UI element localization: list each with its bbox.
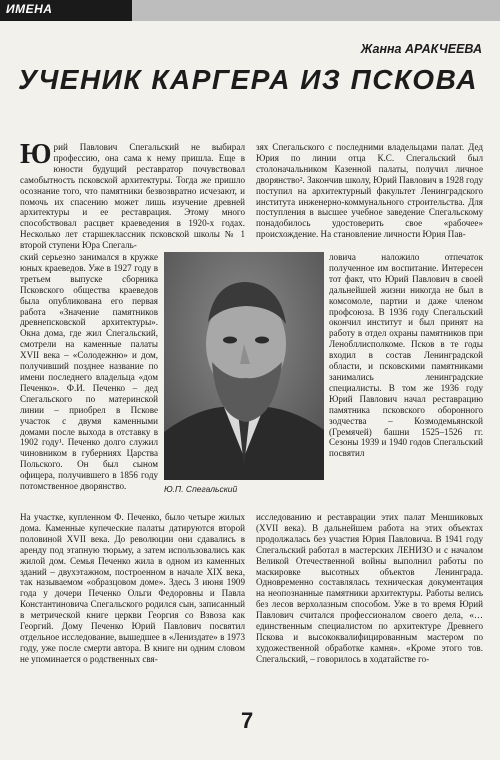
drop-cap: Ю bbox=[20, 139, 52, 170]
paragraph-left-narrow: ский серьезно занимался в кружке юных краеведов. Уже в 1927 году в третьем выпуске сборника Псковского общества краеведов была опубликована его первая работа «Значение памятников древнепсковской архитектуры». Окна дома, где жил Спегальский, смотрели на каменные палаты XVII века – «Солодежню» и дом, получивший позднее название по имени последнего владельца «дом Печенко». Ф.И. Печенко – дед Спегальского по материнской линии – приобрел в Пскове участок с двумя каменными домами после выхода в отставку в 1902 году¹. Печенко долго служил чиновником в губерниях Царства Польского. Он был сыном офицера, получившего в 1856 году потомственное дворянство. bbox=[20, 252, 158, 492]
body-column-left-top bbox=[20, 139, 245, 251]
article-author: Жанна АРАКЧЕЕВА bbox=[360, 42, 482, 56]
section-label: ИМЕНА bbox=[6, 2, 53, 16]
paragraph-intro: рий Павлович Спегальский не выбирал профессию, она сама к нему пришла. Еще в юности будущий реставратор почувствовал самобытность псковской архитектуры. Тогда же пришло осознание того, что памятники безвозвратно исчезают, и помочь их спасению может лишь изучение древней архитектуры и ее реставрация. Этому много способствовал расцвет краеведения в 1920-х годах. Несколько лет старшеклассник псковской школы № 1 второй ступени Юра Спегаль- bbox=[20, 142, 245, 251]
article-title: УЧЕНИК КАРГЕРА ИЗ ПСКОВА bbox=[18, 64, 478, 95]
paragraph-left-bottom: На участке, купленном Ф. Печенко, было четыре жилых дома. Каменные купеческие палаты датируются второй половиной XVII века. До революции они сдавались в аренду под этапную тюрьму, а затем использовались как жилой дом. Семья Печенко жила в одном из каменных зданий – двухэтажном, построенном в начале XIX века, так называемом «образцовом доме». Здесь 3 июня 1909 года у дочери Печенко Ольги Федоровны и Павла Константиновича Спегальского родился сын, записанный в метрической книге церкви Георгия со Взвоза как Георгий. Дому Печенко Юрий Павлович посвятил отдельное исследование, вышедшее в «Лениздате» в 1973 году, уже после смерти автора. В книге ни одним словом не упоминается о родственных свя- bbox=[20, 512, 245, 664]
section-header-bar bbox=[0, 0, 500, 21]
paragraph-right-bottom: исследованию и реставрации этих палат Меншиковых (XVII века). В дальнейшем работа на этих объектах продолжалась без участия Юрия Павловича. В 1941 году Спегальский работал в мастерских ЛЕНИЗО и с началом Великой Отечественной войны выполнил работы по маскировке высотных объектов Ленинграда. Одновременно составлялась техническая документация на неопознанные памятники архитектуры. Работы велись без лесов верхолазным способом. Уже в то время Юрий Павлович считался профессионалом своего дела, «…единственным специалистом по архитектуре Древнего Пскова и высококвалифицированным мастером по художественной обработке камня». «Кроме этого тов. Спегальский, – говорилось в ходатайстве го- bbox=[256, 512, 483, 664]
body-column-right-bottom bbox=[256, 512, 483, 665]
section-header-tab bbox=[0, 0, 132, 21]
portrait-photo bbox=[164, 252, 324, 480]
photo-caption: Ю.П. Спегальский bbox=[164, 484, 238, 494]
body-column-left-narrow bbox=[20, 252, 158, 492]
paragraph-right-top: зях Спегальского с последними владельцами палат. Дед Юрия по линии отца К.С. Спегальский был столоначальником Казенной палаты, получил личное дворянство². Закончив школу, Юрий Павлович в 1928 году поступил на архитектурный факультет Ленинградского института инженерно-коммунального строительства. Для поступления в высшее учебное заведение Спегальскому понадобилось удостоверить свое «рабочее» происхождение. На становление личности Юрия Пав- bbox=[256, 142, 483, 240]
paragraph-right-narrow: ловича наложило отпечаток полученное им воспитание. Интересен тот факт, что Юрий Павлович в своей дальнейшей жизни никогда не был в комсомоле, партии и даже членом профсоюза. В 1936 году Спегальский окончил институт и был принят на работу в отдел охраны памятников при Ленобллисполкоме. Псков в те годы входил в состав Ленинградской области, и псковскими памятниками занимались ленинградские специалисты. В том же 1936 году Юрий Павлович начал реставрацию памятника псковского оборонного зодчества – Козмодемьянской (Гремячей) башни 1525–1526 гг. Сезоны 1939 и 1940 годов Спегальский посвятил bbox=[329, 252, 483, 459]
page-number: 7 bbox=[241, 708, 254, 733]
body-column-right-top bbox=[256, 142, 483, 240]
body-column-right-narrow bbox=[329, 252, 483, 459]
body-column-left-bottom bbox=[20, 512, 245, 665]
